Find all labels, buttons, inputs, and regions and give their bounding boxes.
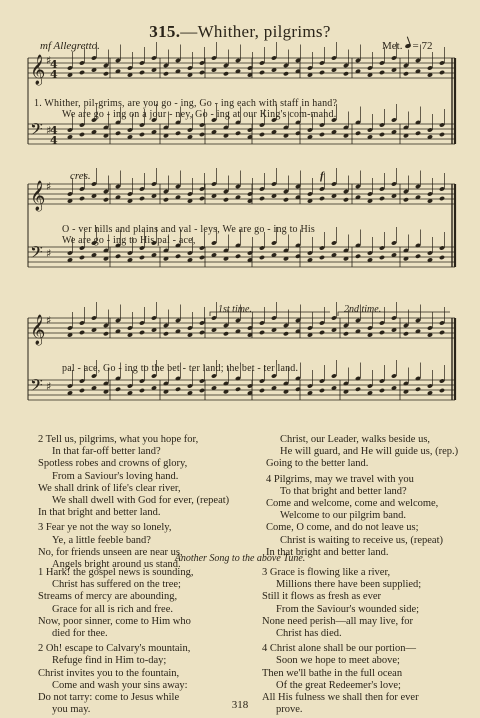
stanza bbox=[38, 434, 229, 519]
stanza-line: Refuge find in Him to-day; bbox=[52, 655, 167, 667]
stanza-line: Christ, our Leader, walks beside us, bbox=[280, 434, 431, 445]
time-signature-top: 4 bbox=[50, 124, 58, 137]
bass-notehead bbox=[235, 131, 241, 136]
tempo-marking: mf Allegretto. bbox=[40, 40, 100, 52]
bass-clef-icon: 𝄢 bbox=[30, 119, 43, 143]
stanza-line: Now, poor sinner, come to Him who bbox=[38, 615, 191, 627]
treble-notehead bbox=[163, 197, 169, 202]
stanza-line: Christ invites you to the fountain, bbox=[38, 667, 180, 679]
bass-notehead bbox=[199, 132, 205, 137]
stanza-line: From the Saviour's wounded side; bbox=[276, 603, 420, 615]
bass-notehead bbox=[415, 387, 421, 392]
treble-notehead bbox=[163, 331, 169, 336]
treble-notehead bbox=[259, 330, 265, 335]
bass-notehead bbox=[415, 254, 421, 259]
bass-notehead bbox=[139, 132, 145, 137]
time-signature-bottom: 4 bbox=[50, 134, 58, 147]
treble-clef-icon: 𝄞 bbox=[30, 315, 46, 345]
sharp-icon: ♯ bbox=[46, 180, 52, 193]
treble-notehead bbox=[439, 196, 445, 201]
stanza-line: 2 Tell us, pilgrims, what you hope for, bbox=[38, 434, 199, 445]
bass-notehead bbox=[199, 255, 205, 260]
treble-notehead bbox=[223, 197, 229, 202]
treble-clef-icon: 𝄞 bbox=[30, 55, 46, 85]
treble-notehead bbox=[199, 70, 205, 75]
treble-notehead bbox=[223, 71, 229, 76]
treble-notehead bbox=[259, 196, 265, 201]
bass-notehead bbox=[79, 388, 85, 393]
treble-notehead bbox=[379, 70, 385, 75]
volta-second: 2nd time. bbox=[344, 304, 382, 315]
title-dash: — bbox=[180, 22, 198, 41]
stanza-line: prove. bbox=[276, 704, 303, 716]
stanza-line: 3 Fear ye not the way so lonely, bbox=[38, 522, 172, 534]
bass-notehead bbox=[355, 254, 361, 259]
bass-notehead bbox=[115, 254, 121, 259]
stanza-line: Come and wash your sins away: bbox=[52, 679, 188, 691]
bass-notehead bbox=[379, 255, 385, 260]
bass-notehead bbox=[439, 255, 445, 260]
stanza-line: Then we'll bathe in the full ocean bbox=[262, 667, 403, 679]
treble-notehead bbox=[343, 197, 349, 202]
sharp-icon: ♯ bbox=[46, 380, 52, 393]
bass-notehead bbox=[259, 255, 265, 260]
treble-notehead bbox=[343, 331, 349, 336]
bass-notehead bbox=[139, 388, 145, 393]
treble-notehead bbox=[319, 330, 325, 335]
stanza-line: All His fulness we shall then for ever bbox=[262, 692, 419, 704]
bass-notehead bbox=[79, 132, 85, 137]
song2-right-block bbox=[262, 567, 421, 716]
stanza-line: Christ has died. bbox=[276, 628, 342, 640]
stanza-line: Spotless robes and crowns of glory, bbox=[38, 458, 188, 470]
treble-clef-icon: 𝄞 bbox=[30, 181, 46, 211]
song2-left-block bbox=[38, 567, 193, 716]
stanza-line: Streams of mercy are abounding, bbox=[38, 591, 178, 603]
bass-notehead bbox=[355, 131, 361, 136]
stanza-line: In that bright and better land. bbox=[266, 546, 389, 558]
treble-notehead bbox=[79, 196, 85, 201]
stanza-line: Still it flows as fresh as ever bbox=[262, 591, 381, 603]
bass-notehead bbox=[319, 388, 325, 393]
treble-notehead bbox=[319, 70, 325, 75]
stanza-line: you may. bbox=[52, 704, 91, 716]
stanza-left-block bbox=[38, 434, 229, 571]
bass-notehead bbox=[175, 131, 181, 136]
metronome-value: = 72 bbox=[412, 40, 433, 52]
bass-notehead bbox=[439, 388, 445, 393]
treble-notehead bbox=[139, 196, 145, 201]
treble-notehead bbox=[163, 71, 169, 76]
bass-notehead bbox=[259, 132, 265, 137]
treble-notehead bbox=[283, 331, 289, 336]
stanza bbox=[38, 567, 193, 640]
metronome-label: Met. bbox=[382, 40, 403, 52]
forte-marking: f bbox=[320, 170, 324, 182]
bass-notehead bbox=[175, 387, 181, 392]
stanza-line: In that far-off better land? bbox=[52, 446, 161, 458]
hymn-number: 315. bbox=[149, 22, 181, 41]
stanza-line: Come and welcome, come and welcome, bbox=[266, 498, 439, 510]
hymn-title: Whither, pilgrims? bbox=[197, 22, 331, 41]
treble-notehead bbox=[139, 70, 145, 75]
stanza-line: died for thee. bbox=[52, 628, 108, 640]
treble-notehead bbox=[319, 196, 325, 201]
treble-notehead bbox=[283, 197, 289, 202]
treble-notehead bbox=[103, 331, 109, 336]
system3-verse1-lyrics: pal - ace, Go - ing to the bet - ter land; the bet - ter land. bbox=[62, 363, 299, 374]
bass-notehead bbox=[115, 131, 121, 136]
stanza-line: To that bright and better land? bbox=[280, 485, 407, 497]
treble-notehead bbox=[439, 330, 445, 335]
stanza-line: Grace for all is rich and free. bbox=[52, 603, 173, 615]
bass-notehead bbox=[235, 254, 241, 259]
treble-notehead bbox=[199, 330, 205, 335]
stanza-line: None need perish—all may live, for bbox=[262, 615, 414, 627]
stanza-line: We shall drink of life's clear river, bbox=[38, 482, 181, 494]
section-heading: Another Song to the above Tune. bbox=[174, 553, 306, 564]
stanza-line: Going to the better land. bbox=[266, 458, 369, 470]
treble-notehead bbox=[403, 71, 409, 76]
system1-verse2-lyrics: We are go - ing on a jour - ney, Go - ing at our King's com-mand. bbox=[62, 109, 337, 120]
bass-notehead bbox=[79, 255, 85, 260]
stanza-line: 4 Pilgrims, may we travel with you bbox=[266, 473, 414, 485]
treble-notehead bbox=[379, 330, 385, 335]
stanza-right-block bbox=[266, 434, 458, 559]
stanza-line: In that bright and better land. bbox=[38, 507, 161, 519]
treble-notehead bbox=[403, 331, 409, 336]
stanza-line: Soon we hope to meet above; bbox=[276, 655, 400, 667]
bass-clef-icon: 𝄢 bbox=[30, 242, 43, 266]
time-signature-bottom: 4 bbox=[50, 68, 58, 81]
stanza-line: 2 Oh! escape to Calvary's mountain, bbox=[38, 643, 191, 655]
stanza-line: From a Saviour's loving hand. bbox=[52, 470, 179, 482]
bass-notehead bbox=[379, 388, 385, 393]
bass-notehead bbox=[235, 387, 241, 392]
stanza-line: Millions there have been supplied; bbox=[276, 579, 422, 591]
crescendo-marking: cres. bbox=[70, 170, 91, 182]
stanza-line: Christ has suffered on the tree; bbox=[52, 579, 181, 591]
sharp-icon: ♯ bbox=[46, 314, 52, 327]
stanza-line: Christ is waiting to receive us, (repeat) bbox=[280, 534, 443, 546]
sharp-icon: ♯ bbox=[46, 247, 52, 260]
stanza-line: Come, O come, and do not leave us; bbox=[266, 522, 419, 534]
treble-notehead bbox=[79, 70, 85, 75]
stanza-line: Angels bright around us stand. bbox=[52, 559, 181, 571]
treble-notehead bbox=[223, 331, 229, 336]
stanza bbox=[266, 434, 458, 471]
bass-notehead bbox=[319, 255, 325, 260]
bass-notehead bbox=[415, 131, 421, 136]
stanza-line: We shall dwell with God for ever, (repeat) bbox=[52, 495, 230, 507]
stanza bbox=[262, 567, 421, 640]
bass-clef-icon: 𝄢 bbox=[30, 375, 43, 399]
treble-notehead bbox=[403, 197, 409, 202]
stanza-line: Ye, a little feeble band? bbox=[52, 534, 151, 546]
bass-notehead bbox=[259, 388, 265, 393]
stanza-line: Of the great Redeemer's love; bbox=[276, 679, 401, 691]
treble-notehead bbox=[139, 330, 145, 335]
treble-notehead bbox=[379, 196, 385, 201]
stanza-line: No, for friends unseen are near us, bbox=[38, 546, 183, 558]
bass-notehead bbox=[199, 388, 205, 393]
system1-verse1-lyrics: 1. Whither, pil-grims, are you go - ing, Go - ing each with staff in hand? bbox=[34, 98, 338, 109]
bass-notehead bbox=[115, 387, 121, 392]
stanza-line: 3 Grace is flowing like a river, bbox=[262, 567, 391, 578]
time-signature-top: 4 bbox=[50, 58, 58, 71]
treble-notehead bbox=[439, 70, 445, 75]
treble-notehead bbox=[283, 71, 289, 76]
bass-notehead bbox=[439, 132, 445, 137]
bass-notehead bbox=[139, 255, 145, 260]
sharp-icon: ♯ bbox=[46, 124, 52, 137]
page-number: 318 bbox=[231, 699, 249, 711]
treble-notehead bbox=[103, 197, 109, 202]
volta-first: 1st time. bbox=[218, 304, 252, 315]
stanza-line: Do not tarry: come to Jesus while bbox=[38, 692, 180, 704]
stanza-line: 1 Hark! the gospel news is sounding, bbox=[38, 567, 194, 578]
bass-notehead bbox=[175, 254, 181, 259]
treble-notehead bbox=[79, 330, 85, 335]
system2-verse2-lyrics: We are go - ing to His pal - ace, bbox=[62, 235, 196, 246]
stanza bbox=[266, 474, 458, 559]
treble-notehead bbox=[103, 71, 109, 76]
sharp-icon: ♯ bbox=[46, 54, 52, 67]
treble-notehead bbox=[259, 70, 265, 75]
bass-notehead bbox=[379, 132, 385, 137]
treble-notehead bbox=[343, 71, 349, 76]
bass-notehead bbox=[355, 387, 361, 392]
bass-notehead bbox=[319, 132, 325, 137]
stanza-line: He will guard, and He will guide us, (rep.) bbox=[280, 446, 459, 458]
system2-verse1-lyrics: O - ver hills and plains and val - leys, We are go - ing to His bbox=[62, 224, 315, 235]
stanza-line: 4 Christ alone shall be our portion— bbox=[262, 643, 416, 655]
treble-notehead bbox=[199, 196, 205, 201]
stanza-line: Welcome to our pilgrim band. bbox=[280, 510, 406, 522]
